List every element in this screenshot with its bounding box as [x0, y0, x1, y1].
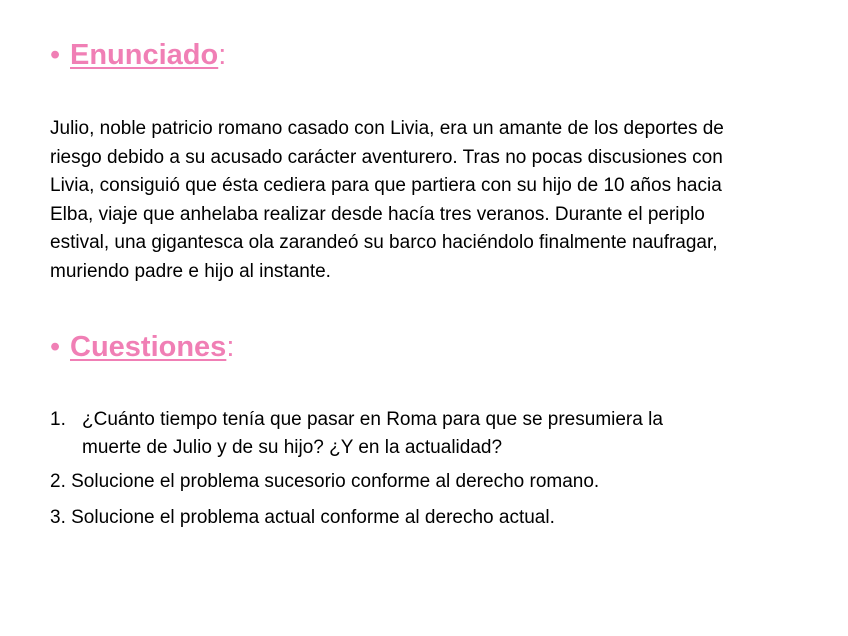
- heading-cuestiones-colon: :: [226, 331, 235, 363]
- heading-cuestiones-text: Cuestiones: [70, 331, 227, 363]
- heading-cuestiones: [50, 330, 234, 364]
- question-number: 1.: [50, 409, 66, 430]
- question-line: ¿Cuánto tiempo tenía que pasar en Roma para que se presumiera la: [82, 409, 663, 430]
- bullet-icon: •: [50, 331, 61, 363]
- question-item-1: [50, 406, 810, 462]
- statement-line: Livia, consiguió que ésta cediera para que partiera con su hijo de 10 años hacia: [50, 175, 722, 196]
- statement-paragraph: [50, 115, 810, 286]
- question-item-3: 3. Solucione el problema actual conforme al derecho actual.: [50, 507, 555, 528]
- statement-line: Elba, viaje que anhelaba realizar desde hacía tres veranos. Durante el periplo: [50, 203, 705, 225]
- statement-line: Julio, noble patricio romano casado con Livia, era un amante de los deportes de: [50, 118, 724, 139]
- questions-list: [50, 406, 810, 532]
- question-item-2: 2. Solucione el problema sucesorio conforme al derecho romano.: [50, 471, 600, 492]
- statement-line: estival, una gigantesca ola zarandeó su barco haciéndolo finalmente naufragar,: [50, 232, 718, 253]
- heading-enunciado-text: Enunciado: [70, 39, 219, 71]
- heading-enunciado-colon: :: [218, 39, 227, 71]
- question-line: muerte de Julio y de su hijo? ¿Y en la actualidad?: [82, 437, 503, 458]
- statement-line: muriendo padre e hijo al instante.: [50, 260, 331, 282]
- bullet-icon: •: [50, 39, 61, 71]
- statement-line: riesgo debido a su acusado carácter aventurero. Tras no pocas discusiones con: [50, 146, 723, 168]
- heading-enunciado: [50, 38, 226, 72]
